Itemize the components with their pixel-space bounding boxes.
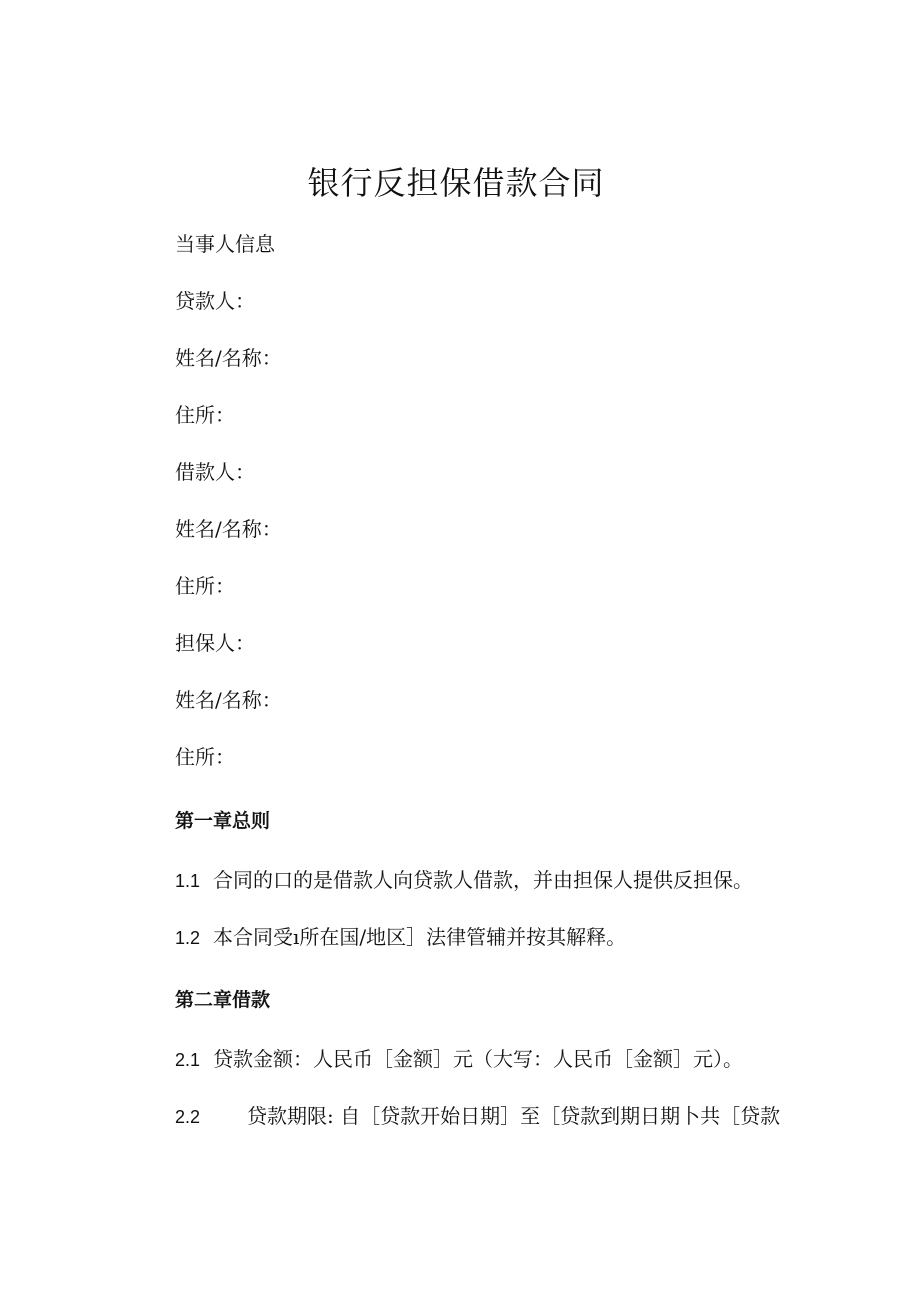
guarantor-label: 担保人： <box>175 631 255 655</box>
clause-text: 贷款期限: 自［贷款开始日期］至［贷款到期日期卜共［贷款 <box>247 1104 781 1128</box>
guarantor-name-label: 姓名/名称： <box>175 688 282 712</box>
clause-number: 1.1 <box>175 871 201 891</box>
lender-label: 贷款人： <box>175 289 255 313</box>
borrower-name-label: 姓名/名称： <box>175 517 282 541</box>
lender-address-label: 住所： <box>175 403 235 427</box>
clause-2-1 <box>175 1045 743 1074</box>
guarantor-address-label: 住所： <box>175 745 235 769</box>
clause-1-2 <box>175 923 626 952</box>
borrower-address-label: 住所： <box>175 574 235 598</box>
clause-text: 贷款金额：人民币［金额］元（大写：人民币［金额］元）。 <box>213 1047 743 1071</box>
chapter2-heading: 第二章借款 <box>175 989 271 1011</box>
parties-heading: 当事人信息 <box>175 232 275 256</box>
clause-number: 2.2 <box>175 1107 201 1127</box>
clause-1-1 <box>175 866 753 895</box>
clause-text: 本合同受ı所在国/地区］法律管辅并按其解释。 <box>213 925 627 949</box>
borrower-label: 借款人： <box>175 460 255 484</box>
clause-text: 合同的口的是借款人向贷款人借款，并由担保人提供反担保。 <box>213 868 753 892</box>
clause-2-2 <box>175 1102 780 1131</box>
document-title: 银行反担保借款合同 <box>307 164 605 202</box>
clause-number: 2.1 <box>175 1050 201 1070</box>
lender-name-label: 姓名/名称： <box>175 346 282 370</box>
chapter1-heading: 第一章总则 <box>175 810 271 832</box>
clause-number: 1.2 <box>175 928 201 948</box>
